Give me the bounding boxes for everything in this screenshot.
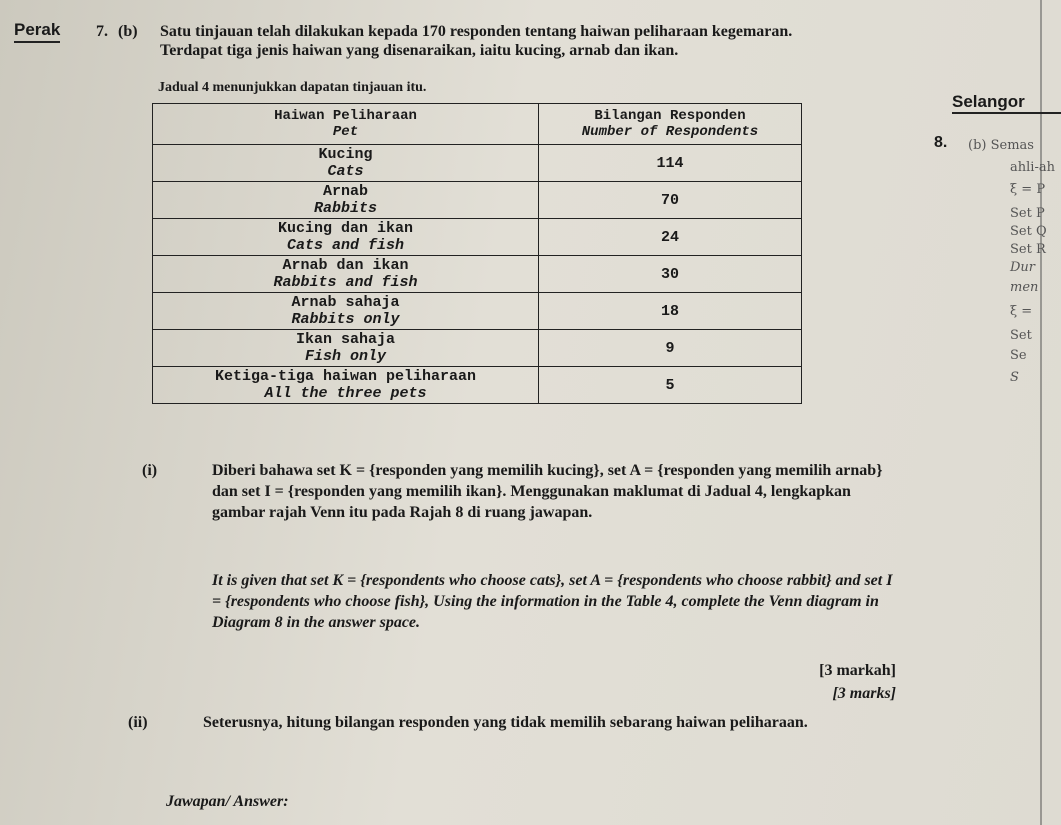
pet-english: All the three pets bbox=[264, 385, 427, 402]
table-caption: Jadual 4 menunjukkan dapatan tinjauan itu. bbox=[158, 80, 427, 95]
pet-malay: Ketiga-tiga haiwan peliharaan bbox=[214, 368, 477, 385]
side-fragment: Set Q bbox=[1010, 224, 1047, 239]
pet-english: Cats bbox=[327, 163, 364, 180]
marks-english: [3 marks] bbox=[832, 685, 896, 702]
pet-malay: Ikan sahaja bbox=[295, 331, 396, 348]
side-fragment: men bbox=[1010, 280, 1039, 295]
row-pet bbox=[153, 182, 539, 219]
table-header-row bbox=[153, 104, 802, 145]
pet-malay: Kucing dan ikan bbox=[277, 220, 414, 237]
table-row bbox=[153, 256, 802, 293]
row-pet bbox=[153, 367, 539, 404]
answer-label: Jawapan/ Answer: bbox=[166, 793, 289, 810]
row-value: 5 bbox=[539, 367, 802, 404]
row-pet bbox=[153, 145, 539, 182]
header-respondents-english: Number of Respondents bbox=[581, 124, 759, 140]
row-pet bbox=[153, 256, 539, 293]
pet-malay: Arnab bbox=[322, 183, 368, 200]
side-fragment: S bbox=[1010, 370, 1019, 385]
side-fragment: ahli-ah bbox=[1010, 160, 1055, 175]
survey-table bbox=[152, 103, 802, 404]
part-i-label: (i) bbox=[142, 462, 158, 479]
side-question-number: 8. bbox=[934, 134, 948, 151]
side-fragment: Dur bbox=[1010, 260, 1036, 275]
row-pet bbox=[153, 293, 539, 330]
side-fragment: ξ = bbox=[1010, 304, 1033, 319]
side-fragment: (b) Semas bbox=[968, 138, 1034, 153]
side-fragment: Set P bbox=[1010, 206, 1045, 221]
row-value: 24 bbox=[539, 219, 802, 256]
pet-english: Rabbits bbox=[313, 200, 377, 217]
table-row bbox=[153, 219, 802, 256]
table-row bbox=[153, 182, 802, 219]
header-pet-english: Pet bbox=[332, 124, 359, 140]
pet-malay: Arnab dan ikan bbox=[282, 257, 409, 274]
side-fragment: Set bbox=[1010, 328, 1032, 343]
table-row bbox=[153, 145, 802, 182]
side-fragment: Se bbox=[1010, 348, 1027, 363]
question-number: 7. bbox=[96, 23, 108, 40]
table-row bbox=[153, 330, 802, 367]
part-ii-malay: Seterusnya, hitung bilangan responden yang tidak memilih sebarang haiwan peliharaan. bbox=[203, 714, 808, 731]
part-i-english: It is given that set K = {respondents who choose cats}, set A = {respondents who choose rabbit} and set I = {respondents who choose fish}, Using the information in the Table 4, complete the Venn diagram in Diagram 8 in the answer space. bbox=[212, 572, 893, 631]
pet-english: Rabbits only bbox=[291, 311, 400, 328]
row-value: 18 bbox=[539, 293, 802, 330]
state-label: Perak bbox=[14, 20, 60, 43]
part-ii-label: (ii) bbox=[128, 714, 148, 731]
table-header-respondents bbox=[539, 104, 802, 145]
table-header-pet bbox=[153, 104, 539, 145]
side-fragment: ξ = P bbox=[1010, 182, 1046, 197]
table-row bbox=[153, 293, 802, 330]
question-part: (b) bbox=[118, 23, 138, 40]
question-intro: Satu tinjauan telah dilakukan kepada 170 responden tentang haiwan peliharaan kegemaran. Terdapat tiga jenis haiwan yang disenaraikan, iaitu kucing, arnab dan ikan. bbox=[160, 23, 793, 59]
pet-english: Rabbits and fish bbox=[273, 274, 418, 291]
pet-malay: Arnab sahaja bbox=[291, 294, 400, 311]
side-fragment: Set R bbox=[1010, 242, 1046, 257]
row-value: 70 bbox=[539, 182, 802, 219]
pet-english: Cats and fish bbox=[286, 237, 405, 254]
row-value: 114 bbox=[539, 145, 802, 182]
pet-english: Fish only bbox=[304, 348, 386, 365]
header-pet-malay: Haiwan Peliharaan bbox=[274, 108, 417, 124]
pet-malay: Kucing bbox=[318, 146, 373, 163]
side-state-label: Selangor bbox=[952, 92, 1061, 114]
row-value: 9 bbox=[539, 330, 802, 367]
page-edge-line bbox=[1040, 0, 1042, 825]
row-pet bbox=[153, 219, 539, 256]
marks-malay: [3 markah] bbox=[819, 662, 896, 679]
part-i-malay: Diberi bahawa set K = {responden yang memilih kucing}, set A = {responden yang memilih arnab} dan set I = {responden yang memilih ikan}. Menggunakan maklumat di Jadual 4, lengkapkan gambar rajah Venn itu pada Rajah 8 di ruang jawapan. bbox=[212, 462, 883, 521]
row-pet bbox=[153, 330, 539, 367]
table-row bbox=[153, 367, 802, 404]
row-value: 30 bbox=[539, 256, 802, 293]
header-respondents-malay: Bilangan Responden bbox=[594, 108, 746, 124]
